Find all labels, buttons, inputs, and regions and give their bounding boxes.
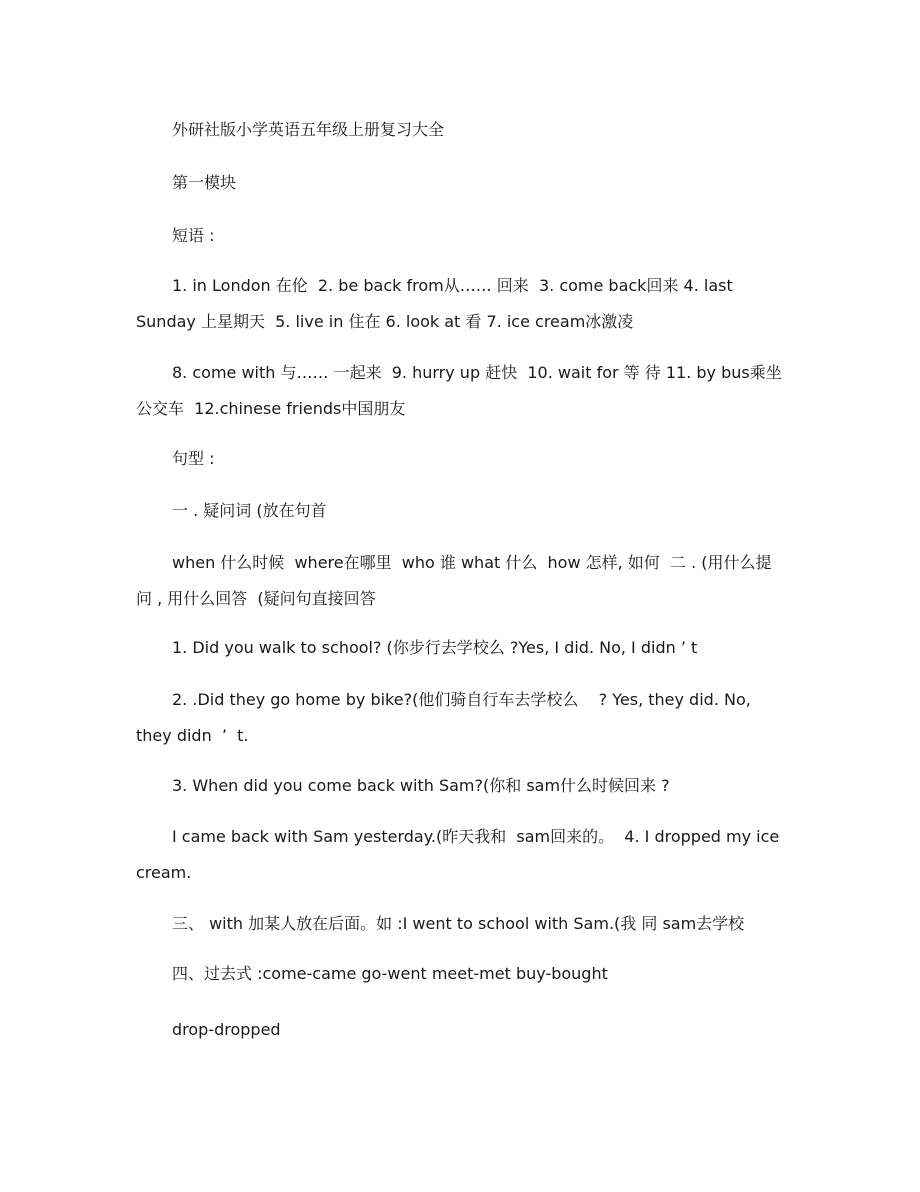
phrases-label: 短语 : bbox=[172, 226, 215, 245]
document-title: 外研社版小学英语五年级上册复习大全 bbox=[172, 120, 445, 139]
with-rule: 三、 with 加某人放在后面。如 :I went to school with Sam.(我 同 sam去学校 bbox=[172, 914, 745, 933]
sentence-pattern-label: 句型 : bbox=[172, 449, 215, 468]
example-sentence-3: 3. When did you come back with Sam?(你和 sam什么时候回来 ? bbox=[172, 776, 670, 795]
question-words-heading: 一 . 疑问词 (放在句首 bbox=[172, 501, 327, 520]
example-sentence-2: 2. .Did they go home by bike?(他们骑自行车去学校么 ? Yes, they did. No, they didn ’ t. bbox=[136, 690, 756, 745]
past-tense-line-1: 四、过去式 :come-came go-went meet-met buy-bought bbox=[172, 964, 608, 983]
past-tense-line-2: drop-dropped bbox=[172, 1020, 281, 1039]
phrases-paragraph-2: 8. come with 与…… 一起来 9. hurry up 赶快 10. wait for 等 待 11. by bus乘坐公交车 12.chinese friends中国朋友 bbox=[136, 363, 782, 418]
question-words-paragraph: when 什么时候 where在哪里 who 谁 what 什么 how 怎样, 如何 二 . (用什么提问 , 用什么回答 (疑问句直接回答 bbox=[136, 553, 772, 608]
example-sentence-3-answer: I came back with Sam yesterday.(昨天我和 sam回来的。 4. I dropped my ice cream. bbox=[136, 827, 785, 882]
module-heading: 第一模块 bbox=[172, 173, 237, 192]
example-sentence-1: 1. Did you walk to school? (你步行去学校么 ?Yes, I did. No, I didn ’ t bbox=[172, 638, 698, 657]
phrases-paragraph-1: 1. in London 在伦 2. be back from从…… 回来 3. come back回来 4. last Sunday 上星期天 5. live in 住在 6. look at 看 7. ice cream冰激凌 bbox=[136, 276, 738, 331]
